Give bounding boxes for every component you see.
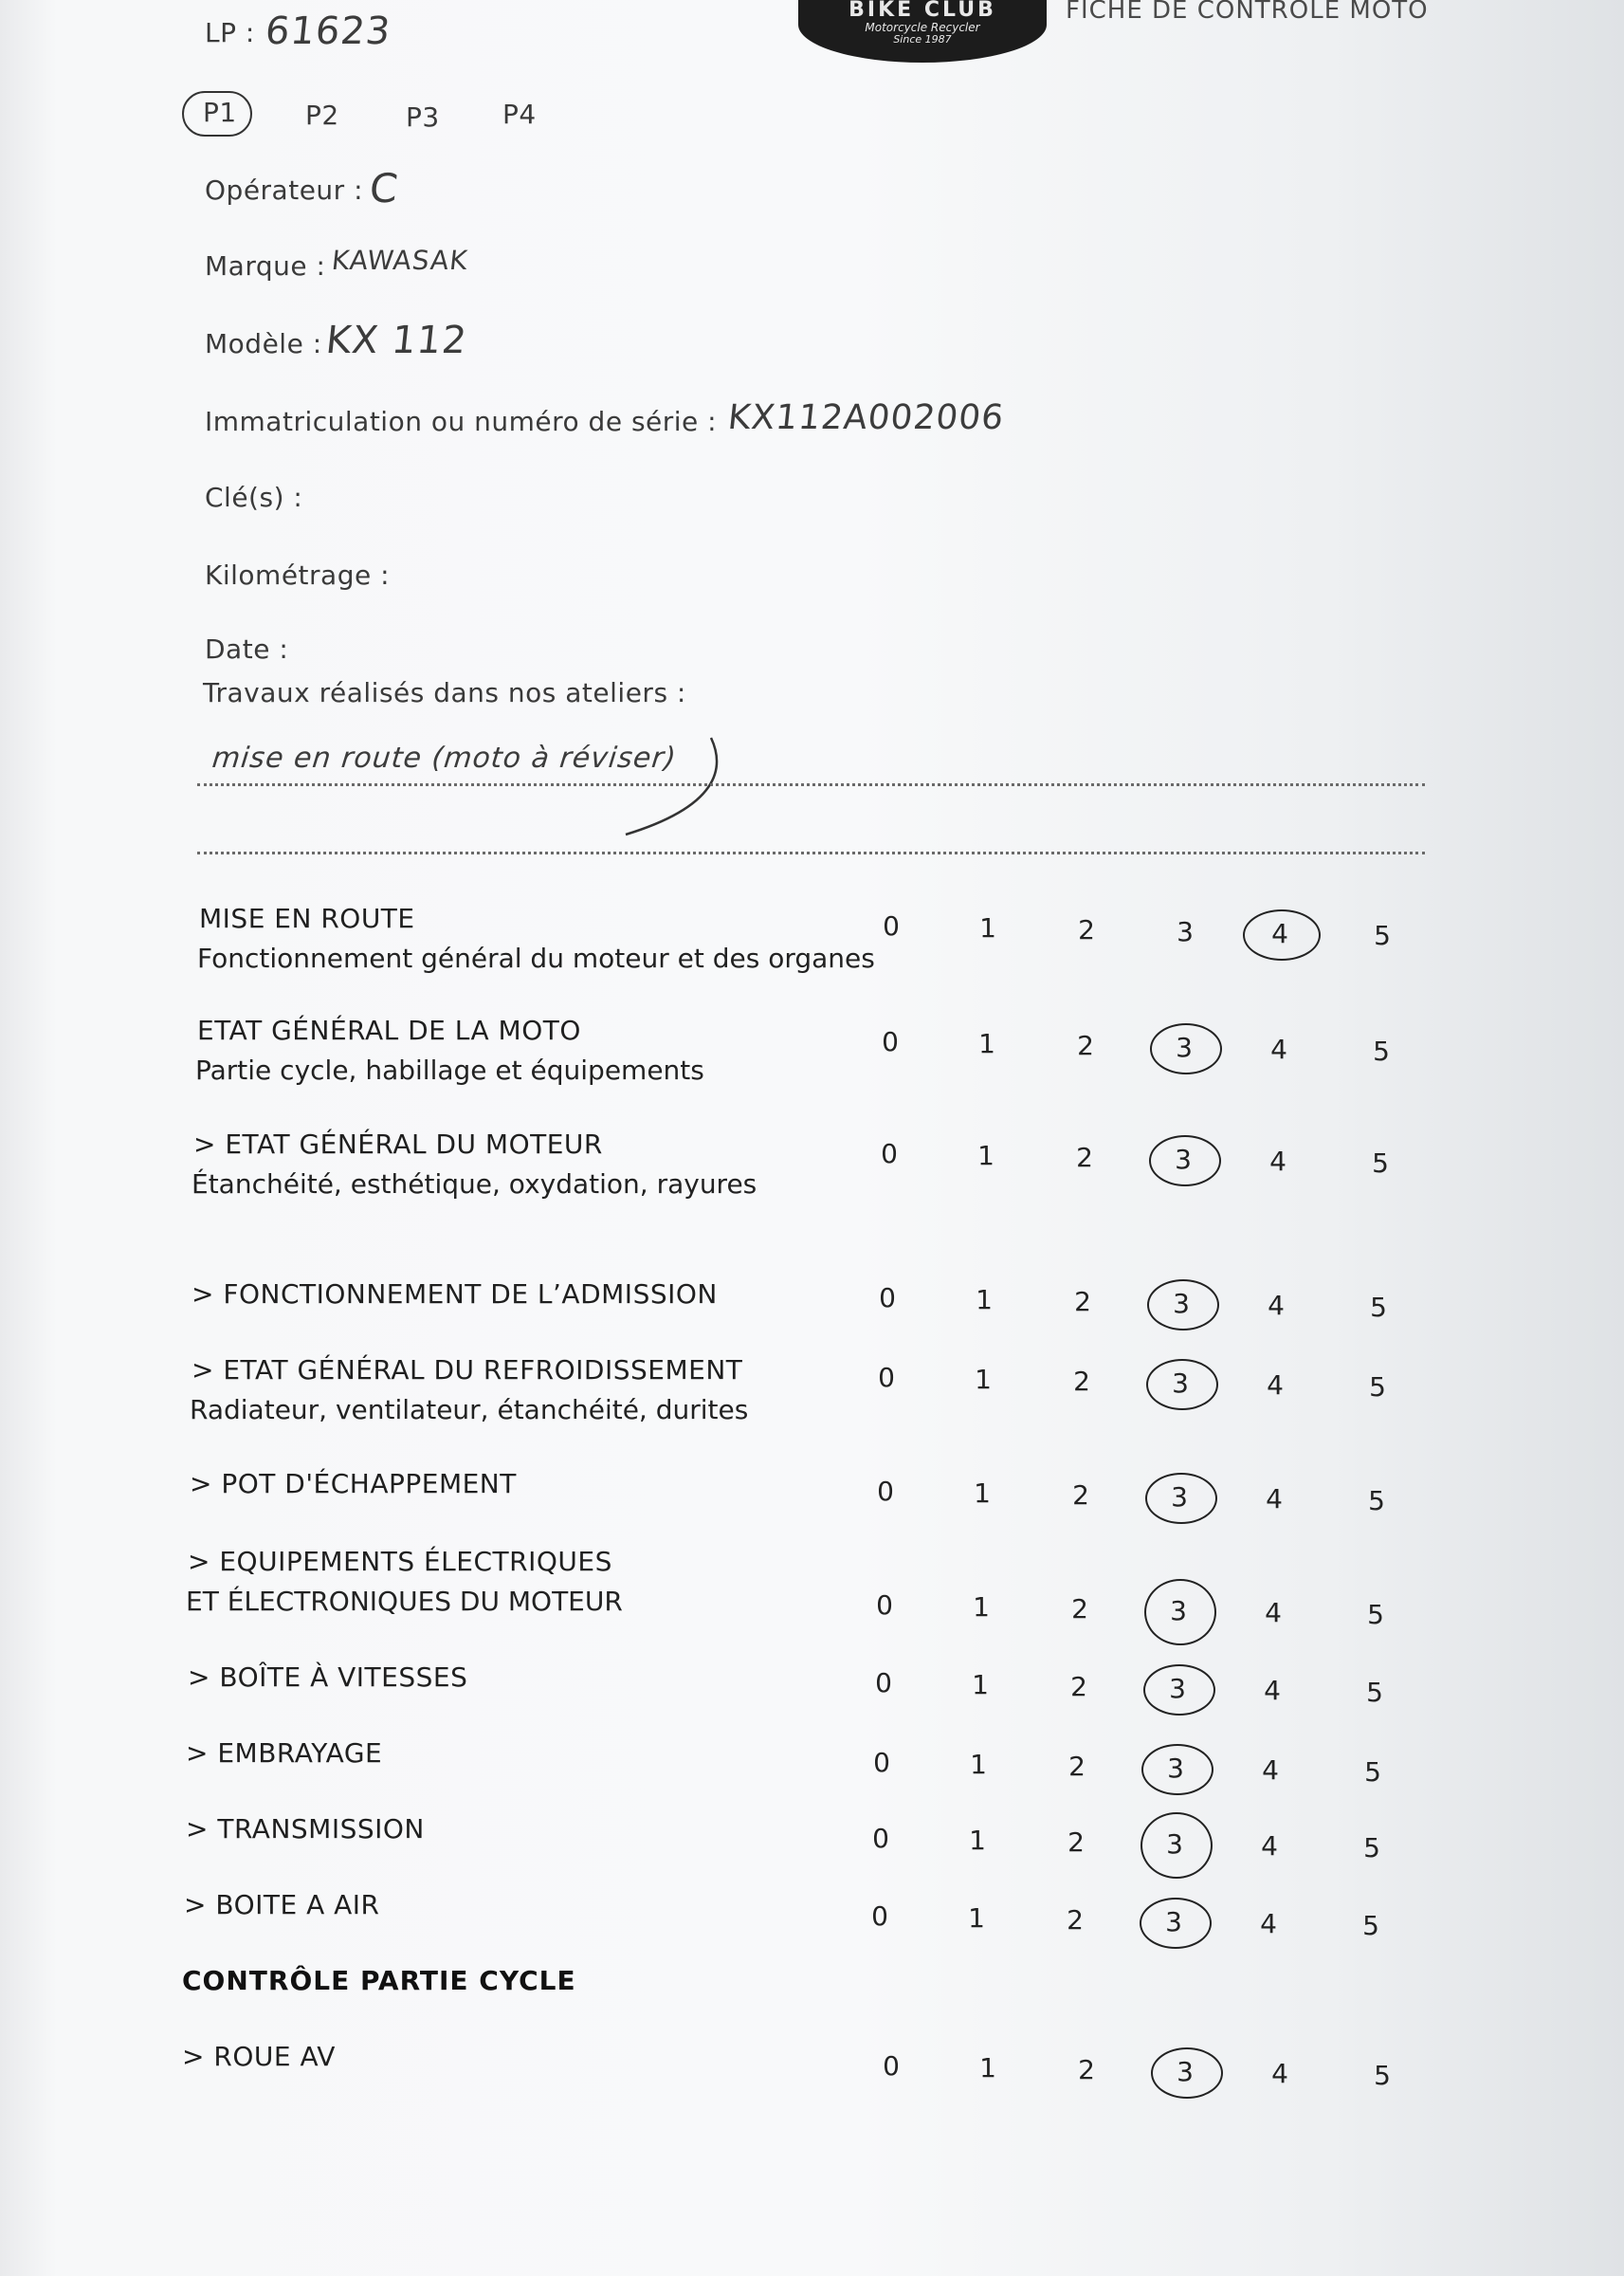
bike-club-logo: BIKE CLUB Motorcycle Recycler Since 1987: [798, 0, 1047, 63]
rating-row-subtitle: Radiateur, ventilateur, étanchéité, durites: [190, 1394, 749, 1425]
rating-row-title: > BOITE A AIR: [184, 1889, 380, 1920]
rating-row-score-4[interactable]: 4: [1267, 1369, 1284, 1401]
rating-row-selected-circle: [1144, 1579, 1216, 1645]
rating-row-title: > ETAT GÉNÉRAL DU REFROIDISSEMENT: [192, 1354, 743, 1386]
page-option-p4[interactable]: P4: [502, 99, 537, 130]
rating-row-score-3[interactable]: 3: [1167, 1753, 1184, 1784]
operateur-value[interactable]: C: [367, 165, 401, 211]
rating-row-selected-circle: [1145, 1473, 1217, 1524]
rating-row-score-5[interactable]: 5: [1369, 1371, 1386, 1403]
rating-row-score-5[interactable]: 5: [1370, 1292, 1387, 1323]
rating-row-score-5[interactable]: 5: [1366, 1677, 1383, 1708]
modele-label: Modèle :: [205, 328, 322, 359]
rating-row-score-4[interactable]: 4: [1264, 1675, 1281, 1706]
rating-row-subtitle: Partie cycle, habillage et équipements: [195, 1055, 704, 1086]
rating-row-score-5[interactable]: 5: [1362, 1910, 1379, 1941]
rating-row-score-0[interactable]: 0: [879, 1282, 896, 1313]
cycle-row-score-5[interactable]: 5: [1374, 2060, 1391, 2091]
form-title: FICHE DE CONTROLE MOTO: [1066, 0, 1429, 25]
cles-label: Clé(s) :: [205, 482, 303, 513]
rating-row-score-3[interactable]: 3: [1169, 1673, 1186, 1704]
rating-row-score-1[interactable]: 1: [978, 1028, 995, 1059]
rating-row-score-4[interactable]: 4: [1270, 1034, 1287, 1065]
rating-row-selected-circle: [1141, 1744, 1213, 1795]
page-option-p3[interactable]: P3: [406, 101, 440, 133]
rating-row-score-3[interactable]: 3: [1173, 1288, 1190, 1319]
rating-row-score-0[interactable]: 0: [881, 1138, 898, 1169]
rating-row-score-4[interactable]: 4: [1265, 1597, 1282, 1628]
rating-row-score-1[interactable]: 1: [979, 912, 996, 944]
rating-row-selected-circle: [1140, 1812, 1213, 1879]
rating-row-score-1[interactable]: 1: [977, 1140, 994, 1171]
handwritten-bracket-icon: [607, 730, 730, 844]
rating-row-selected-circle: [1150, 1023, 1222, 1074]
rating-row-title: > POT D'ÉCHAPPEMENT: [190, 1468, 517, 1499]
rating-row-title: > EQUIPEMENTS ÉLECTRIQUES: [188, 1546, 612, 1577]
travaux-line-1: [197, 783, 1425, 786]
rating-row-score-4[interactable]: 4: [1261, 1830, 1278, 1862]
lp-label: LP :: [205, 17, 255, 48]
rating-row-score-1[interactable]: 1: [969, 1825, 986, 1856]
rating-row-score-3[interactable]: 3: [1175, 1144, 1192, 1175]
rating-row-score-2[interactable]: 2: [1070, 1671, 1087, 1702]
marque-label: Marque :: [205, 250, 326, 282]
cycle-row-title: > ROUE AV: [182, 2041, 336, 2072]
rating-row-score-1[interactable]: 1: [970, 1749, 987, 1780]
rating-row-selected-circle: [1146, 1359, 1218, 1410]
cycle-row-score-0[interactable]: 0: [883, 2050, 900, 2082]
rating-row-score-0[interactable]: 0: [876, 1589, 893, 1621]
cycle-row-score-3[interactable]: 3: [1177, 2056, 1194, 2087]
rating-row-title: > BOÎTE À VITESSES: [188, 1661, 468, 1693]
rating-row-score-0[interactable]: 0: [872, 1823, 889, 1854]
modele-value[interactable]: KX 112: [323, 319, 470, 362]
rating-row-score-4[interactable]: 4: [1271, 918, 1288, 949]
rating-row-score-4[interactable]: 4: [1269, 1146, 1286, 1177]
travaux-value[interactable]: mise en route (moto à réviser): [210, 742, 679, 775]
rating-row-score-2[interactable]: 2: [1077, 1030, 1094, 1061]
rating-row-score-3[interactable]: 3: [1170, 1595, 1187, 1626]
rating-row-score-1[interactable]: 1: [974, 1478, 991, 1509]
rating-row-selected-circle: [1143, 1664, 1215, 1716]
rating-row-score-1[interactable]: 1: [975, 1364, 992, 1395]
rating-row-title: > TRANSMISSION: [186, 1813, 425, 1845]
rating-row-title: > FONCTIONNEMENT DE L’ADMISSION: [192, 1278, 718, 1310]
rating-row-score-2[interactable]: 2: [1078, 914, 1095, 945]
rating-row-score-2[interactable]: 2: [1068, 1751, 1086, 1782]
rating-row-score-0[interactable]: 0: [873, 1747, 890, 1778]
rating-row-score-5[interactable]: 5: [1368, 1485, 1385, 1516]
immat-value[interactable]: KX112A002006: [725, 398, 1007, 437]
rating-row-score-1[interactable]: 1: [973, 1591, 990, 1623]
immat-label: Immatriculation ou numéro de série :: [205, 406, 718, 437]
rating-row-selected-circle: [1140, 1898, 1212, 1949]
rating-row-title: ETAT GÉNÉRAL DE LA MOTO: [197, 1015, 581, 1046]
rating-row-score-0[interactable]: 0: [878, 1362, 895, 1393]
rating-row-score-4[interactable]: 4: [1260, 1908, 1277, 1939]
rating-row-score-5[interactable]: 5: [1364, 1756, 1381, 1788]
rating-row-score-2[interactable]: 2: [1067, 1904, 1084, 1936]
rating-row-subtitle: ET ÉLECTRONIQUES DU MOTEUR: [186, 1586, 623, 1617]
cycle-row-score-1[interactable]: 1: [979, 2052, 996, 2083]
rating-row-score-0[interactable]: 0: [883, 910, 900, 942]
marque-value[interactable]: KAWASAK: [330, 245, 470, 276]
rating-row-score-2[interactable]: 2: [1067, 1826, 1085, 1858]
rating-row-score-5[interactable]: 5: [1363, 1832, 1380, 1863]
rating-row-score-4[interactable]: 4: [1262, 1754, 1279, 1786]
rating-row-title: > ETAT GÉNÉRAL DU MOTEUR: [193, 1129, 603, 1160]
rating-row-score-0[interactable]: 0: [877, 1476, 894, 1507]
rating-row-selected-circle: [1149, 1135, 1221, 1186]
rating-row-score-3[interactable]: 3: [1176, 1032, 1193, 1063]
rating-row-score-1[interactable]: 1: [968, 1902, 985, 1934]
operateur-label: Opérateur :: [205, 174, 364, 206]
rating-row-score-0[interactable]: 0: [871, 1900, 888, 1932]
rating-row-score-3[interactable]: 3: [1171, 1481, 1188, 1513]
rating-row-score-2[interactable]: 2: [1071, 1593, 1088, 1624]
rating-row-title: MISE EN ROUTE: [199, 903, 415, 934]
rating-row-score-5[interactable]: 5: [1372, 1147, 1389, 1179]
rating-row-score-2[interactable]: 2: [1073, 1366, 1090, 1397]
rating-row-score-4[interactable]: 4: [1266, 1483, 1283, 1514]
rating-row-score-2[interactable]: 2: [1074, 1286, 1091, 1317]
rating-row-score-2[interactable]: 2: [1072, 1479, 1089, 1511]
rating-row-score-3[interactable]: 3: [1172, 1367, 1189, 1399]
rating-row-score-3[interactable]: 3: [1166, 1828, 1183, 1860]
rating-row-score-3[interactable]: 3: [1177, 916, 1194, 947]
rating-row-score-0[interactable]: 0: [875, 1667, 892, 1698]
rating-row-score-1[interactable]: 1: [976, 1284, 993, 1315]
page-option-p1[interactable]: P1: [203, 97, 237, 128]
rating-row-score-5[interactable]: 5: [1373, 1036, 1390, 1067]
rating-row-score-1[interactable]: 1: [972, 1669, 989, 1700]
section-cycle-title: CONTRÔLE PARTIE CYCLE: [182, 1965, 576, 1996]
page-option-p2[interactable]: P2: [305, 100, 339, 131]
rating-row-score-5[interactable]: 5: [1374, 920, 1391, 951]
kilometrage-label: Kilométrage :: [205, 560, 391, 591]
rating-row-score-4[interactable]: 4: [1268, 1290, 1285, 1321]
rating-row-selected-circle: [1147, 1279, 1219, 1331]
lp-value[interactable]: 61623: [263, 9, 393, 53]
cycle-row-score-4[interactable]: 4: [1271, 2058, 1288, 2089]
date-label: Date :: [205, 633, 289, 665]
travaux-line-2: [197, 852, 1425, 854]
rating-row-subtitle: Fonctionnement général du moteur et des organes: [197, 943, 875, 974]
rating-row-selected-circle: [1243, 909, 1321, 961]
rating-row-score-5[interactable]: 5: [1367, 1599, 1384, 1630]
rating-row-score-3[interactable]: 3: [1165, 1906, 1182, 1937]
cycle-row-selected-circle: [1151, 2047, 1223, 2099]
travaux-label: Travaux réalisés dans nos ateliers :: [203, 677, 686, 708]
rating-row-score-0[interactable]: 0: [882, 1026, 899, 1057]
rating-row-title: > EMBRAYAGE: [186, 1737, 383, 1769]
rating-row-score-2[interactable]: 2: [1076, 1142, 1093, 1173]
cycle-row-score-2[interactable]: 2: [1078, 2054, 1095, 2085]
rating-row-subtitle: Étanchéité, esthétique, oxydation, rayures: [192, 1168, 757, 1200]
